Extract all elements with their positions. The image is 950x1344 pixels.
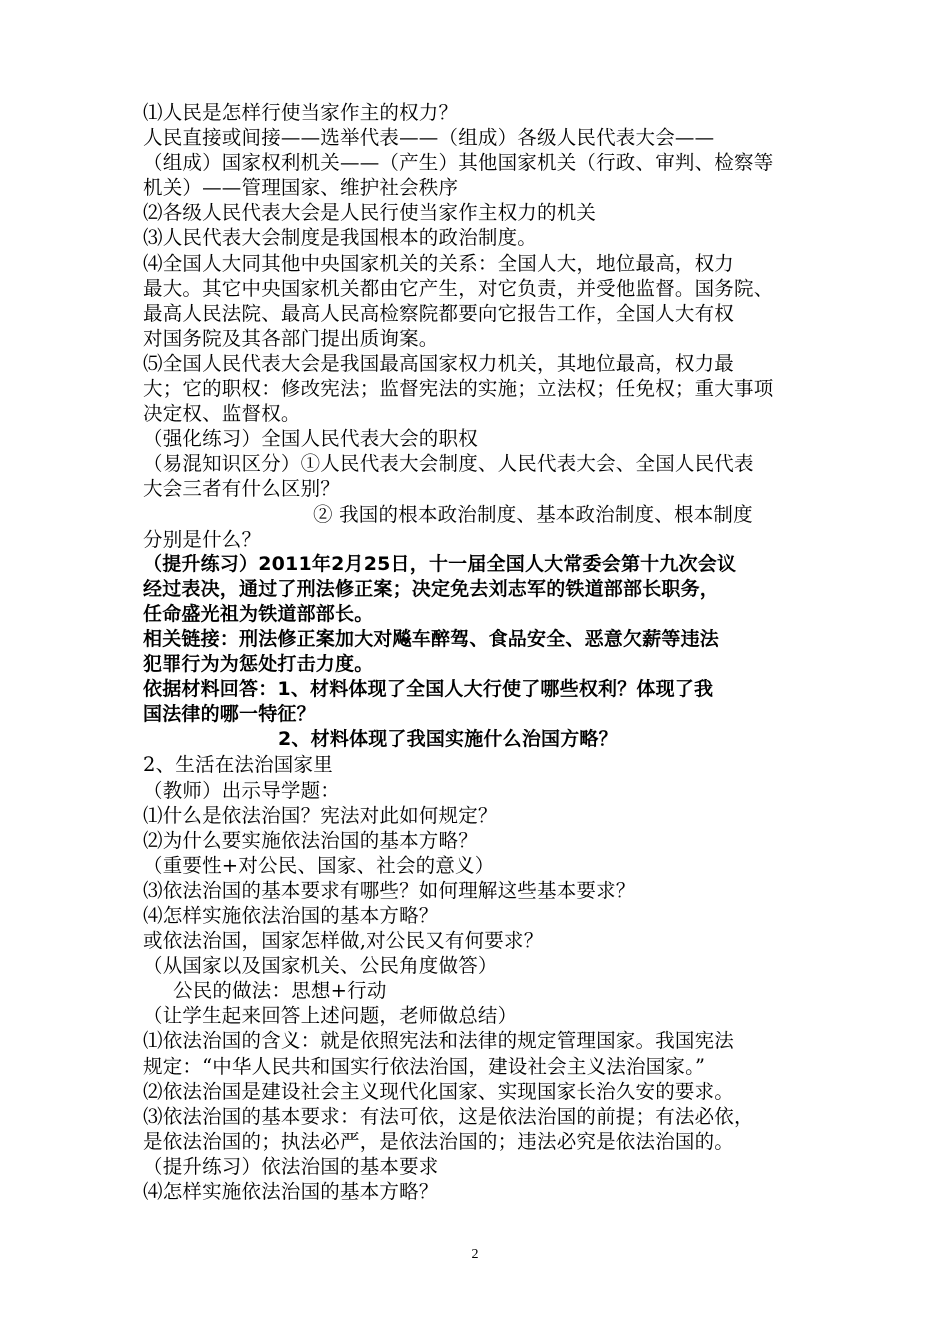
text-line: ⑶依法治国的基本要求：有法可依，这是依法治国的前提；有法必依， [143, 1104, 754, 1128]
text-line: （强化练习）全国人民代表大会的职权 [143, 427, 478, 451]
text-line-bold: （提升练习）2011年2月25日，十一届全国人大常委会第十九次会议 [143, 552, 737, 575]
text-line-bold: 相关链接：刑法修正案加大对飚车醉驾、食品安全、恶意欠薪等违法 [143, 627, 720, 650]
text-line: 公民的做法：思想+行动 [173, 979, 387, 1003]
text-line: ② 我国的根本政治制度、基本政治制度、根本制度 [313, 502, 753, 526]
text-line: ⑷全国人大同其他中央国家机关的关系：全国人大，地位最高，权力 [143, 251, 735, 275]
text-line: （组成）国家权利机关——（产生）其他国家机关（行政、审判、检察等 [143, 151, 774, 175]
text-line-bold: 犯罪行为为惩处打击力度。 [143, 653, 374, 676]
page-number: 2 [471, 1247, 479, 1262]
text-line-bold: 2、材料体现了我国实施什么治国方略？ [278, 728, 618, 751]
text-line: 最高人民法院、最高人民高检察院都要向它报告工作，全国人大有权 [143, 301, 735, 325]
text-line: （让学生起来回答上述问题，老师做总结） [143, 1004, 518, 1028]
text-line: 人民直接或间接——选举代表——（组成）各级人民代表大会—— [143, 126, 715, 150]
document-body [143, 100, 811, 1204]
text-line: ⑷怎样实施依法治国的基本方略？ [143, 1180, 439, 1204]
text-line-bold: 任命盛光祖为铁道部部长。 [143, 602, 374, 625]
text-line: 是依法治国的；执法必严，是依法治国的；违法必究是依法治国的。 [143, 1129, 735, 1153]
text-line: （易混知识区分）①人民代表大会制度、人民代表大会、全国人民代表 [143, 452, 754, 476]
text-line: （教师）出示导学题： [143, 778, 341, 802]
text-line: （提升练习）依法治国的基本要求 [143, 1154, 439, 1178]
text-line: 对国务院及其各部门提出质询案。 [143, 326, 439, 350]
text-line: 决定权、监督权。 [143, 402, 301, 426]
text-line: ⑵为什么要实施依法治国的基本方略？ [143, 828, 478, 852]
text-line-bold: 国法律的哪一特征？ [143, 703, 316, 726]
text-line: 规定：“中华人民共和国实行依法治国，建设社会主义法治国家。” [143, 1054, 706, 1078]
text-line: 大；它的职权：修改宪法；监督宪法的实施；立法权；任免权；重大事项 [143, 377, 774, 401]
text-line: ⑶依法治国的基本要求有哪些？如何理解这些基本要求？ [143, 878, 636, 902]
text-line: 大会三者有什么区别？ [143, 477, 341, 501]
text-line-bold: 经过表决，通过了刑法修正案；决定免去刘志军的铁道部部长职务， [143, 577, 720, 600]
text-line: （重要性+对公民、国家、社会的意义） [143, 853, 495, 877]
text-line: ⑸全国人民代表大会是我国最高国家权力机关，其地位最高，权力最 [143, 351, 735, 375]
text-line: ⑷怎样实施依法治国的基本方略？ [143, 904, 439, 927]
text-line: 分别是什么？ [143, 527, 262, 551]
text-line: ⑴什么是依法治国？宪法对此如何规定？ [143, 803, 498, 827]
text-line: ⑴人民是怎样行使当家作主的权力？ [143, 101, 459, 124]
text-line: 最大。其它中央国家机关都由它产生，对它负责，并受他监督。国务院、 [143, 276, 774, 300]
text-line: ⑵各级人民代表大会是人民行使当家作主权力的机关 [143, 201, 597, 225]
text-line: （从国家以及国家机关、公民角度做答） [143, 954, 498, 978]
text-line-bold: 依据材料回答：1、材料体现了全国人大行使了哪些权利？体现了我 [143, 678, 714, 701]
text-line: ⑶人民代表大会制度是我国根本的政治制度。 [143, 226, 538, 250]
text-line: 机关）——管理国家、维护社会秩序 [143, 176, 459, 200]
text-line: ⑴依法治国的含义：就是依照宪法和法律的规定管理国家。我国宪法 [143, 1029, 735, 1053]
text-line: ⑵依法治国是建设社会主义现代化国家、实现国家长治久安的要求。 [143, 1079, 735, 1103]
section-heading: 2、生活在法治国家里 [143, 753, 333, 777]
text-line: 或依法治国，国家怎样做,对公民又有何要求？ [143, 929, 544, 953]
